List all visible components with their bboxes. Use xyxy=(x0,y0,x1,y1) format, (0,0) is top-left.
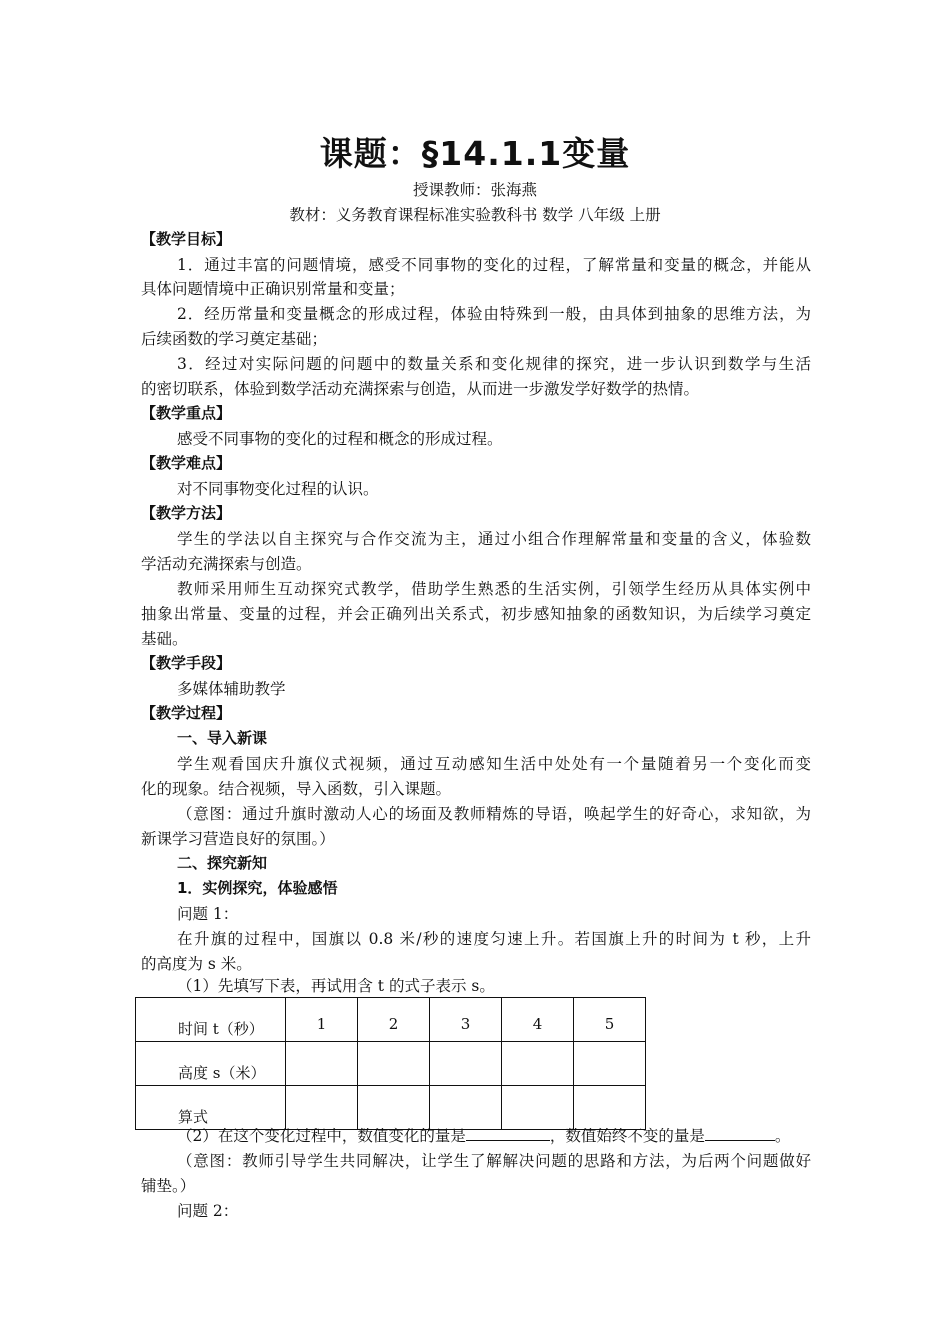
part-2-heading: 二、探究新知 xyxy=(177,854,268,872)
textbook-line: 教材：义务教育课程标准实验教科书 数学 八年级 上册 xyxy=(289,206,661,224)
time-cell: 4 xyxy=(502,998,574,1042)
height-cell xyxy=(502,1042,574,1086)
time-cell: 2 xyxy=(358,998,430,1042)
method-1-line-2: 学活动充满探索与创造。 xyxy=(141,555,312,573)
goal-2-line-1: 2．经历常量和变量概念的形成过程，体验由特殊到一般，由具体到抽象的思维方法，为 xyxy=(177,305,811,323)
difficulty-text: 对不同事物变化过程的认识。 xyxy=(177,480,379,498)
goal-3-line-1: 3．经过对实际问题的问题中的数量关系和变化规律的探究，进一步认识到数学与生活 xyxy=(177,355,811,373)
part-2-text-c: 。 xyxy=(774,1127,791,1145)
intent-2-line-1: （意图：教师引导学生共同解决，让学生了解解决问题的思路和方法，为后两个问题做好 xyxy=(177,1152,811,1170)
table-row xyxy=(136,1086,646,1130)
method-heading: 【教学方法】 xyxy=(141,504,232,522)
height-cell xyxy=(574,1042,646,1086)
formula-cell xyxy=(286,1086,358,1130)
intent-2-line-2: 铺垫。） xyxy=(141,1177,196,1195)
means-heading: 【教学手段】 xyxy=(141,654,232,672)
difficulty-heading: 【教学难点】 xyxy=(141,454,232,472)
question-1-label: 问题 1： xyxy=(177,905,239,923)
formula-cell xyxy=(574,1086,646,1130)
page-title: 课题：§14.1.1变量 xyxy=(319,134,631,173)
question-2-label: 问题 2： xyxy=(177,1202,239,1220)
answer-blank-constant xyxy=(705,1126,775,1141)
goal-3-line-2: 的密切联系，体验到数学活动充满探索与创造，从而进一步激发学好数学的热情。 xyxy=(141,380,700,398)
goal-1-line-2: 具体问题情境中正确识别常量和变量； xyxy=(141,280,405,298)
key-heading: 【教学重点】 xyxy=(141,404,232,422)
time-cell: 5 xyxy=(574,998,646,1042)
part-1-line-1: 学生观看国庆升旗仪式视频，通过互动感知生活中处处有一个量随着另一个变化而变 xyxy=(177,755,811,773)
process-heading: 【教学过程】 xyxy=(141,704,232,722)
question-1-line-2: 的高度为 s 米。 xyxy=(141,955,252,973)
answer-blank-variable xyxy=(466,1126,550,1141)
teacher-line: 授课教师：张海燕 xyxy=(412,181,537,199)
time-cell: 1 xyxy=(286,998,358,1042)
height-cell xyxy=(286,1042,358,1086)
intent-1-line-2: 新课学习营造良好的氛围。） xyxy=(141,830,335,848)
means-text: 多媒体辅助教学 xyxy=(177,680,286,698)
formula-cell xyxy=(430,1086,502,1130)
part-1-line-2: 化的现象。结合视频，导入函数，引入课题。 xyxy=(141,780,452,798)
goals-heading: 【教学目标】 xyxy=(141,230,232,248)
method-1-line-1: 学生的学法以自主探究与合作交流为主，通过小组合作理解常量和变量的含义，体验数 xyxy=(177,530,811,548)
method-2-line-1: 教师采用师生互动探究式教学，借助学生熟悉的生活实例，引领学生经历从具体实例中 xyxy=(177,580,811,598)
formula-cell xyxy=(502,1086,574,1130)
table-row xyxy=(136,998,646,1042)
time-cell: 3 xyxy=(430,998,502,1042)
height-cell xyxy=(430,1042,502,1086)
table-row xyxy=(136,1042,646,1086)
part-1-heading: 一、导入新课 xyxy=(177,729,268,747)
key-text: 感受不同事物的变化的过程和概念的形成过程。 xyxy=(177,430,503,448)
subsection-1-heading: 1．实例探究，体验感悟 xyxy=(177,879,338,897)
method-2-line-2: 抽象出常量、变量的过程，并会正确列出关系式，初步感知抽象的函数知识，为后续学习奠定 xyxy=(141,605,811,623)
time-height-table xyxy=(135,997,646,1130)
intent-1-line-1: （意图：通过升旗时激动人心的场面及教师精炼的导语，唤起学生的好奇心，求知欲，为 xyxy=(177,805,811,823)
row-label-formula: 算式 xyxy=(136,1086,286,1130)
goal-2-line-2: 后续函数的学习奠定基础； xyxy=(141,330,328,348)
part-2-text-b: ，数值始终不变的量是 xyxy=(549,1127,705,1145)
height-cell xyxy=(358,1042,430,1086)
goal-1-line-1: 1．通过丰富的问题情境，感受不同事物的变化的过程，了解常量和变量的概念，并能从 xyxy=(177,256,811,274)
method-2-line-3: 基础。 xyxy=(141,630,188,648)
question-1-part-1: （1）先填写下表，再试用含 t 的式子表示 s。 xyxy=(177,977,495,995)
question-1-part-2 xyxy=(177,1124,811,1146)
question-1-line-1: 在升旗的过程中，国旗以 0.8 米/秒的速度匀速上升。若国旗上升的时间为 t 秒，上升 xyxy=(177,930,811,948)
part-2-text-a: （2）在这个变化过程中，数值变化的量是 xyxy=(177,1127,466,1145)
row-label-height: 高度 s（米） xyxy=(136,1042,286,1086)
row-label-time: 时间 t（秒） xyxy=(136,998,286,1042)
formula-cell xyxy=(358,1086,430,1130)
